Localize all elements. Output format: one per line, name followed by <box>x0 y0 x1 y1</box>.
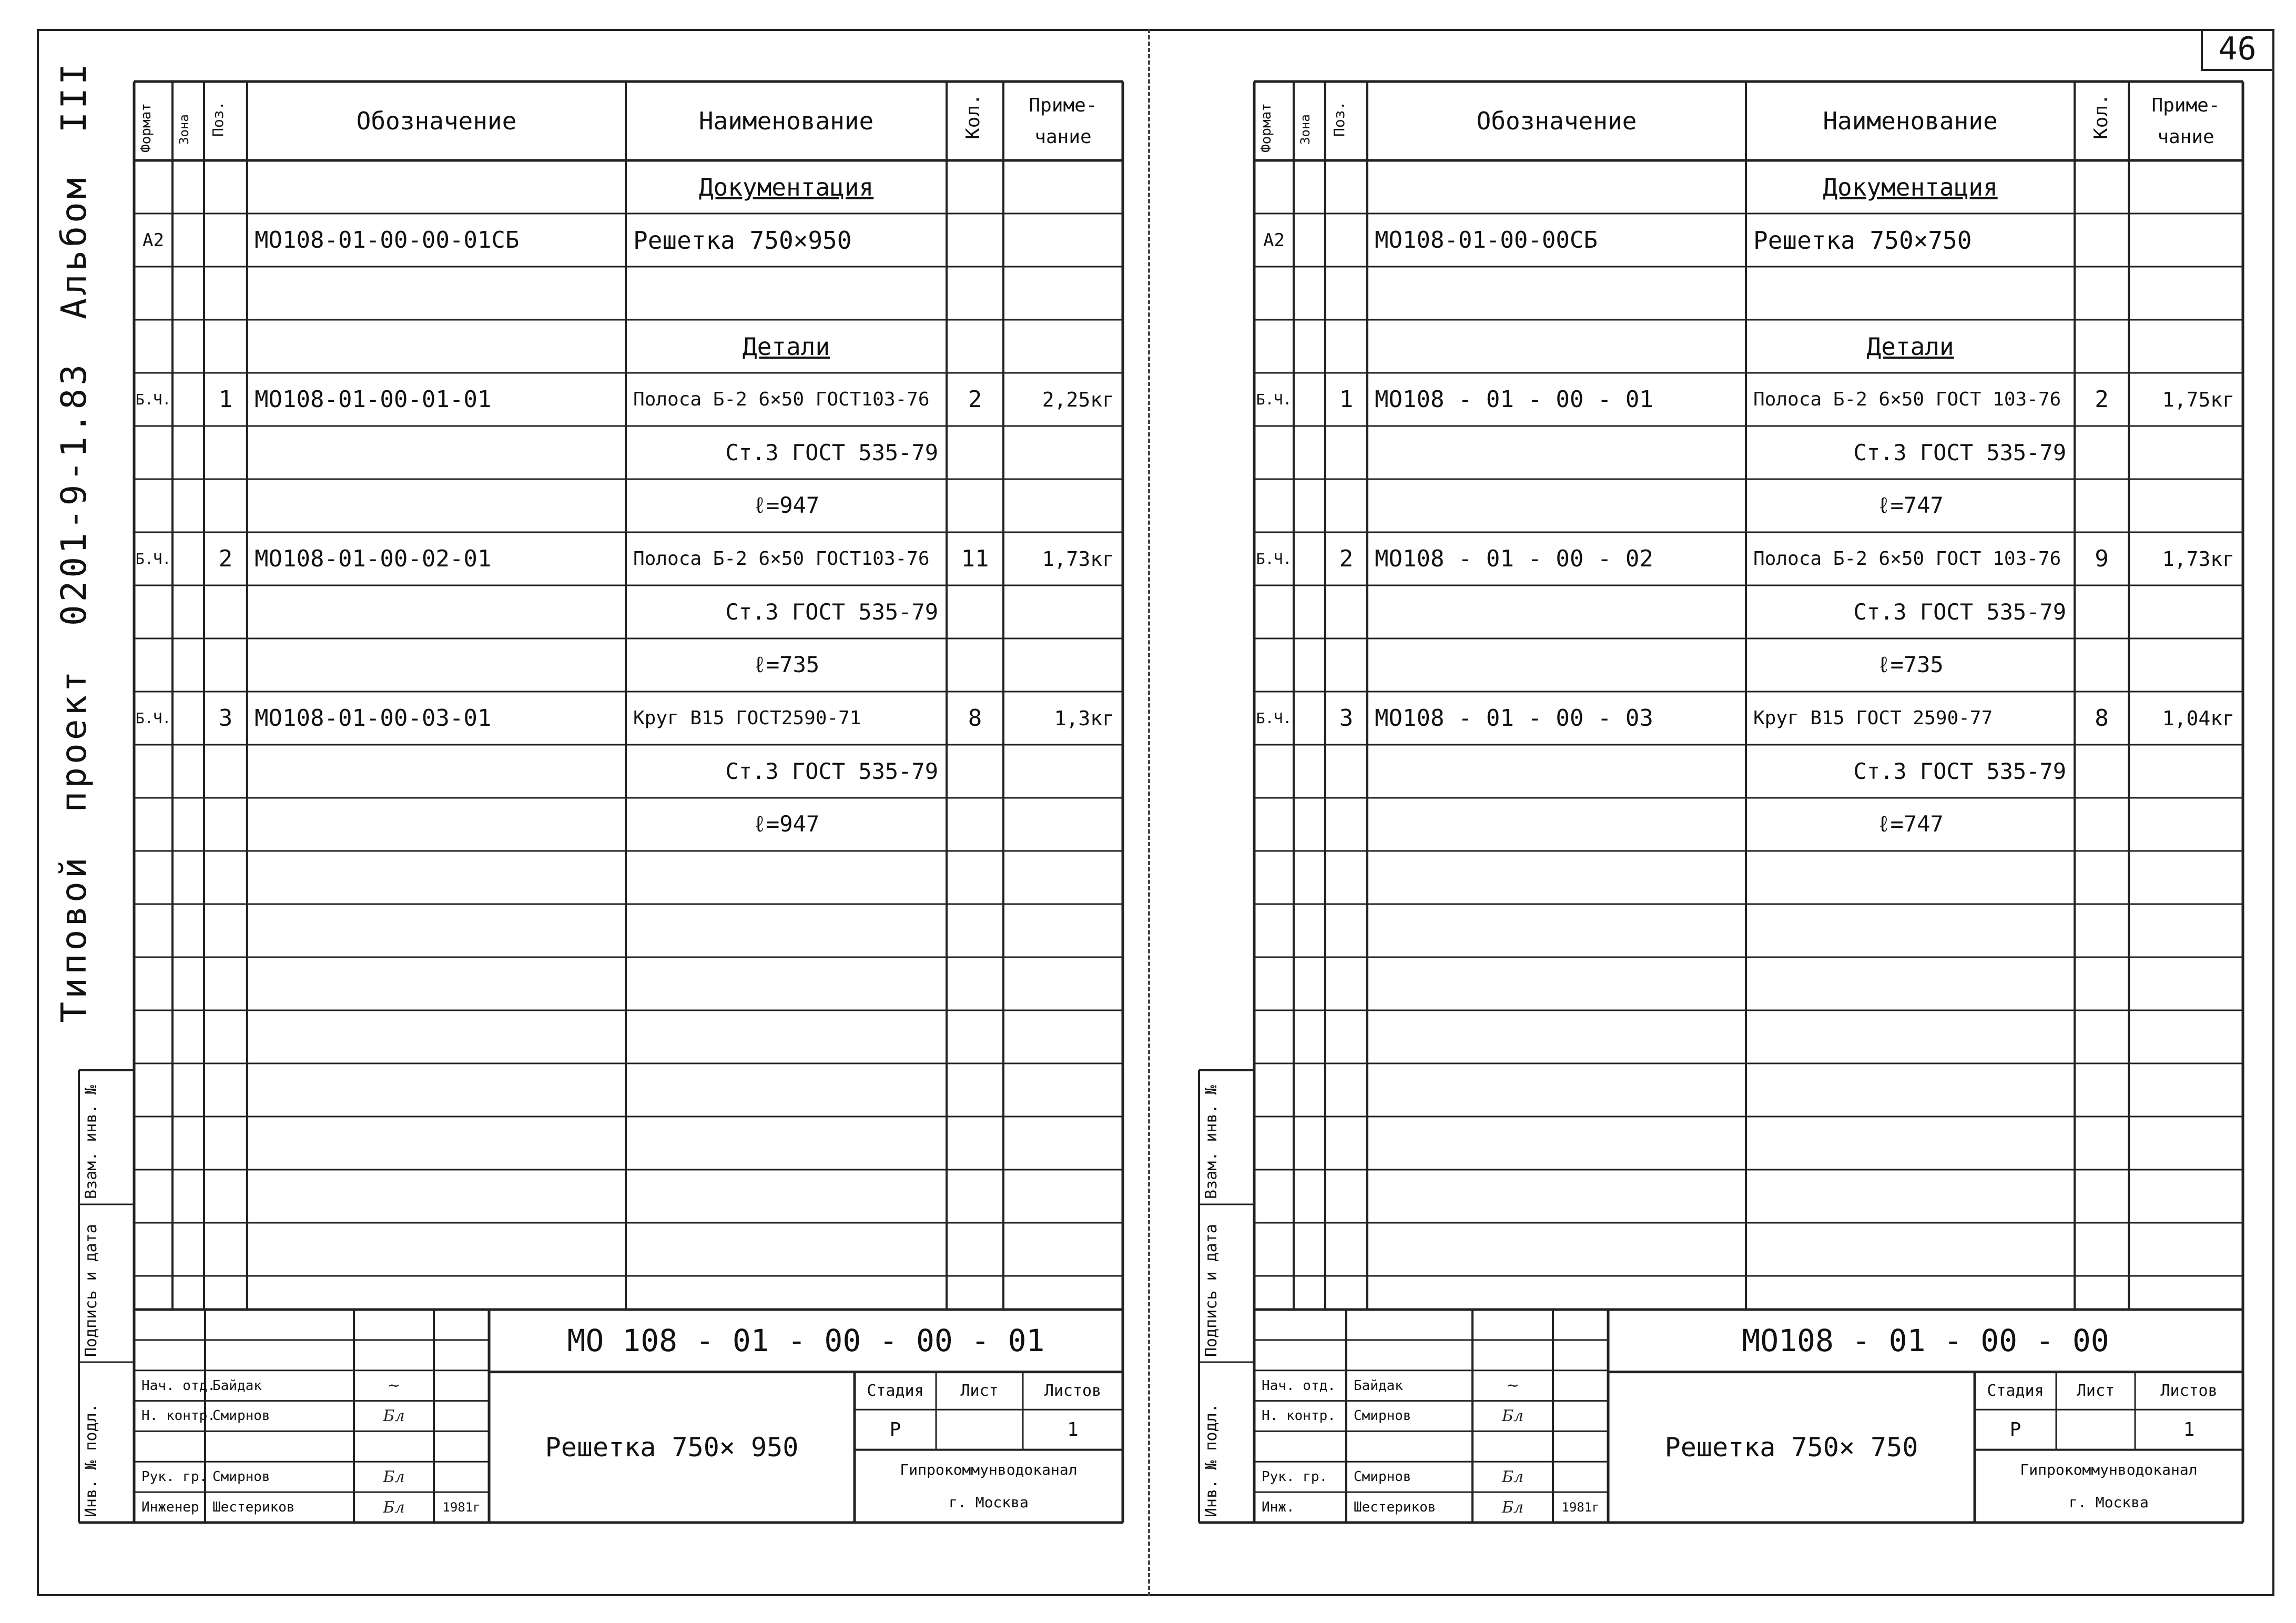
item-pos: 3 <box>1339 705 1354 732</box>
stamp-date <box>1553 1371 1608 1401</box>
page-number: 46 <box>2201 29 2272 71</box>
item-material: Ст.3 ГОСТ 535-79 <box>725 599 938 625</box>
item-format: Б.Ч. <box>1256 391 1292 408</box>
stamp-date <box>434 1431 489 1462</box>
stamp-name: Байдак <box>212 1377 262 1394</box>
item-material: Ст.3 ГОСТ 535-79 <box>1853 440 2066 465</box>
side-title-word: 0201-9-1.83 <box>53 361 94 626</box>
item-name: Полоса Б-2 6×50 ГОСТ103-76 <box>633 389 930 410</box>
stamp-role: Рук. гр. <box>141 1469 208 1485</box>
item-material: Ст.3 ГОСТ 535-79 <box>1853 758 2066 784</box>
stamp-signature: Бл <box>383 1498 405 1517</box>
stamp-title: Решетка 750× 750 <box>1664 1432 1918 1463</box>
stamp-signature <box>354 1431 434 1462</box>
item-qty: 11 <box>961 545 989 572</box>
item-material: Ст.3 ГОСТ 535-79 <box>725 440 938 465</box>
stamp-sheet <box>2056 1409 2135 1449</box>
header-format: Формат <box>1258 103 1274 153</box>
item-length: ℓ=947 <box>753 492 820 518</box>
stamp-role: Рук. гр. <box>1262 1469 1328 1485</box>
section-title: Документация <box>698 173 874 201</box>
margin-label: Подпись и дата <box>1202 1224 1221 1357</box>
item-qty: 2 <box>2095 386 2109 413</box>
doc-format: А2 <box>143 229 164 251</box>
item-length: ℓ=747 <box>1877 810 1944 837</box>
stamp-signature <box>1472 1431 1553 1462</box>
stamp-name: Шестериков <box>212 1499 295 1516</box>
stamp-code: МО108 - 01 - 00 - 00 <box>1742 1323 2109 1359</box>
header-note: Приме- <box>2151 94 2220 116</box>
stamp-date: 1981г <box>1561 1500 1600 1515</box>
stamp-role <box>1254 1431 1346 1462</box>
stamp-name: Смирнов <box>1354 1408 1411 1424</box>
stamp-signature: ~ <box>1506 1376 1520 1395</box>
side-title-word: III <box>53 60 94 133</box>
header-note: Приме- <box>1029 94 1098 116</box>
item-length: ℓ=947 <box>753 810 820 837</box>
item-name: Круг В15 ГОСТ 2590-77 <box>1753 707 1993 729</box>
margin-label: Подпись и дата <box>82 1224 100 1357</box>
item-material: Ст.3 ГОСТ 535-79 <box>1853 599 2066 625</box>
item-pos: 3 <box>218 705 233 732</box>
stamp-org: Гипрокоммунводоканал <box>2020 1461 2198 1479</box>
stamp-role: Н. контр. <box>1262 1408 1336 1424</box>
stamp-name: Байдак <box>1354 1377 1403 1394</box>
stamp-stage: Р <box>889 1418 901 1441</box>
stamp-role <box>134 1431 205 1462</box>
stamp-name: Смирнов <box>212 1469 270 1485</box>
stamp-sheets-label: Листов <box>1044 1381 1102 1400</box>
item-format: Б.Ч. <box>1256 709 1292 727</box>
stamp-signature: ~ <box>387 1376 401 1395</box>
item-note: 1,75кг <box>2162 388 2234 411</box>
stamp-name <box>205 1431 354 1462</box>
item-qty: 2 <box>968 386 982 413</box>
header-designation: Обозначение <box>356 107 517 135</box>
doc-name: Решетка 750×950 <box>633 226 852 255</box>
stamp-stage: Р <box>2009 1418 2021 1441</box>
item-note: 1,04кг <box>2162 706 2234 730</box>
stamp-role: Н. контр. <box>141 1408 216 1424</box>
header-format: Формат <box>138 103 154 153</box>
stamp-sheets: 1 <box>1067 1418 1079 1441</box>
section-title: Детали <box>1866 332 1954 361</box>
header-zone: Зона <box>1298 114 1313 145</box>
stamp-role: Нач. отд. <box>1262 1377 1336 1394</box>
stamp-date <box>1553 1462 1608 1492</box>
item-qty: 8 <box>2095 705 2109 732</box>
stamp-date <box>434 1462 489 1492</box>
header-qty: Кол. <box>962 94 984 139</box>
item-qty: 8 <box>968 705 982 732</box>
side-title-word: проект <box>53 668 94 813</box>
stamp-org: г. Москва <box>2069 1494 2149 1512</box>
stamp-date <box>434 1401 489 1432</box>
item-designation: МО108-01-00-01-01 <box>255 386 492 413</box>
item-name: Полоса Б-2 6×50 ГОСТ 103-76 <box>1753 389 2061 410</box>
stamp-date <box>434 1371 489 1401</box>
stamp-name: Шестериков <box>1354 1499 1436 1516</box>
item-note: 2,25кг <box>1042 388 1114 411</box>
stamp-signature: Бл <box>383 1406 405 1425</box>
stamp-role: Инженер <box>141 1499 199 1516</box>
stamp-date <box>1553 1431 1608 1462</box>
stamp-name <box>1346 1431 1472 1462</box>
item-designation: МО108 - 01 - 00 - 03 <box>1375 705 1653 732</box>
doc-designation: МО108-01-00-00-01СБ <box>255 227 520 253</box>
item-pos: 1 <box>1339 386 1354 413</box>
stamp-sheet-label: Лист <box>2076 1381 2115 1400</box>
item-format: Б.Ч. <box>1256 550 1292 567</box>
header-name: Наименование <box>698 107 874 135</box>
item-note: 1,73кг <box>2162 547 2234 571</box>
item-designation: МО108 - 01 - 00 - 01 <box>1375 386 1653 413</box>
item-name: Круг В15 ГОСТ2590-71 <box>633 707 861 729</box>
stamp-org: Гипрокоммунводоканал <box>900 1461 1078 1479</box>
item-length: ℓ=735 <box>753 651 820 677</box>
item-designation: МО108-01-00-02-01 <box>255 545 492 572</box>
stamp-name: Смирнов <box>1354 1469 1411 1485</box>
stamp-sheet-label: Лист <box>960 1381 999 1400</box>
header-zone: Зона <box>177 114 191 145</box>
stamp-signature: Бл <box>383 1467 405 1486</box>
stamp-date: 1981г <box>442 1500 481 1515</box>
item-length: ℓ=747 <box>1877 492 1944 518</box>
header-note: чание <box>2157 126 2214 148</box>
item-qty: 9 <box>2095 545 2109 572</box>
stamp-signature: Бл <box>1501 1406 1524 1425</box>
header-qty: Кол. <box>2090 94 2112 139</box>
item-designation: МО108 - 01 - 00 - 02 <box>1375 545 1653 572</box>
item-length: ℓ=735 <box>1877 651 1944 677</box>
header-pos: Поз. <box>209 101 227 137</box>
item-format: Б.Ч. <box>135 550 171 567</box>
header-pos: Поз. <box>1330 101 1348 137</box>
stamp-signature: Бл <box>1501 1498 1524 1517</box>
stamp-stage-label: Стадия <box>1987 1381 2044 1400</box>
header-note: чание <box>1034 126 1092 148</box>
item-note: 1,73кг <box>1042 547 1114 571</box>
stamp-signature: Бл <box>1501 1467 1524 1486</box>
margin-label: Инв. № подл. <box>82 1403 100 1517</box>
stamp-stage-label: Стадия <box>867 1381 924 1400</box>
stamp-title: Решетка 750× 950 <box>545 1432 799 1463</box>
item-pos: 1 <box>218 386 233 413</box>
stamp-org: г. Москва <box>949 1494 1029 1512</box>
stamp-sheets-label: Листов <box>2160 1381 2218 1400</box>
stamp-name: Смирнов <box>212 1408 270 1424</box>
side-title-word: Типовой <box>53 854 94 1023</box>
stamp-code: МО 108 - 01 - 00 - 00 - 01 <box>567 1323 1045 1359</box>
item-name: Полоса Б-2 6×50 ГОСТ103-76 <box>633 548 930 570</box>
stamp-role: Нач. отд. <box>141 1377 216 1394</box>
item-note: 1,3кг <box>1054 706 1114 730</box>
item-pos: 2 <box>218 545 233 572</box>
side-title-word: Альбом <box>53 175 94 319</box>
margin-label: Взам. инв. № <box>1202 1085 1221 1199</box>
doc-designation: МО108-01-00-00СБ <box>1375 227 1598 253</box>
item-designation: МО108-01-00-03-01 <box>255 705 492 732</box>
margin-label: Взам. инв. № <box>82 1085 100 1199</box>
section-title: Детали <box>742 332 830 361</box>
margin-label: Инв. № подл. <box>1202 1403 1221 1517</box>
doc-format: А2 <box>1263 229 1285 251</box>
stamp-date <box>1553 1401 1608 1432</box>
item-material: Ст.3 ГОСТ 535-79 <box>725 758 938 784</box>
section-title: Документация <box>1823 173 1998 201</box>
header-name: Наименование <box>1823 107 1998 135</box>
doc-name: Решетка 750×750 <box>1753 226 1972 255</box>
item-format: Б.Ч. <box>135 709 171 727</box>
stamp-role: Инж. <box>1262 1499 1295 1516</box>
item-name: Полоса Б-2 6×50 ГОСТ 103-76 <box>1753 548 2061 570</box>
item-pos: 2 <box>1339 545 1354 572</box>
stamp-sheet <box>936 1409 1023 1449</box>
item-format: Б.Ч. <box>135 391 171 408</box>
header-designation: Обозначение <box>1476 107 1637 135</box>
stamp-sheets: 1 <box>2183 1418 2195 1441</box>
